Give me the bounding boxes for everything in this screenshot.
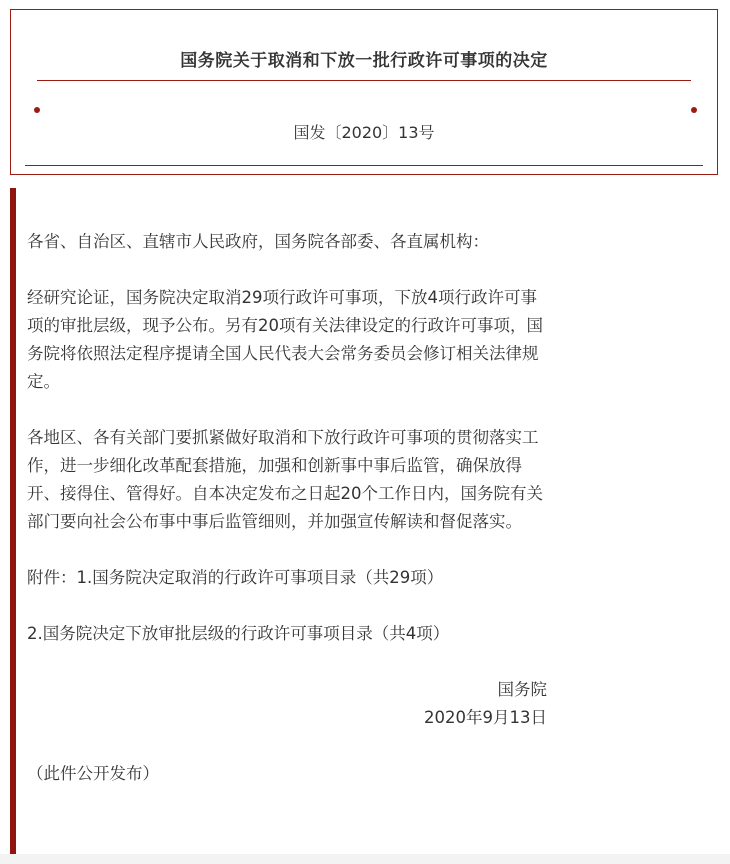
- document-header: [10, 9, 718, 175]
- publication-note: （此件公开发布）: [27, 764, 159, 783]
- signer: 国务院: [497, 680, 547, 699]
- header-divider-bottom: [25, 165, 703, 166]
- salutation: 各省、自治区、直辖市人民政府，国务院各部委、各直属机构：: [27, 232, 489, 251]
- left-dot-ornament: [34, 107, 40, 113]
- footer-strip: [0, 854, 730, 864]
- signature-block: [27, 676, 547, 732]
- body-accent-bar: [10, 188, 16, 854]
- right-dot-ornament: [691, 107, 697, 113]
- header-divider-top: [37, 80, 691, 81]
- paragraph-implementation: 各地区、各有关部门要抓紧做好取消和下放行政许可事项的贯彻落实工作，进一步细化改革配套措施，加强和创新事中事后监管，确保放得开、接得住、管得好。自本决定发布之日起20个工作日内，国务院有关部门要向社会公布事中事后监管细则，并加强宣传解读和督促落实。: [27, 428, 543, 531]
- document-body: [27, 228, 547, 816]
- issue-date: 2020年9月13日: [424, 708, 547, 727]
- attachment-1: 附件：1.国务院决定取消的行政许可事项目录（共29项）: [27, 568, 444, 587]
- document-number: 国发〔2020〕13号: [293, 123, 435, 142]
- paragraph-decision: 经研究论证，国务院决定取消29项行政许可事项，下放4项行政许可事项的审批层级，现予公布。另有20项有关法律设定的行政许可事项，国务院将依照法定程序提请全国人民代表大会常务委员会修订相关法律规定。: [27, 288, 543, 391]
- document-title: 国务院关于取消和下放一批行政许可事项的决定: [180, 51, 548, 71]
- attachment-2: 2.国务院决定下放审批层级的行政许可事项目录（共4项）: [27, 624, 450, 643]
